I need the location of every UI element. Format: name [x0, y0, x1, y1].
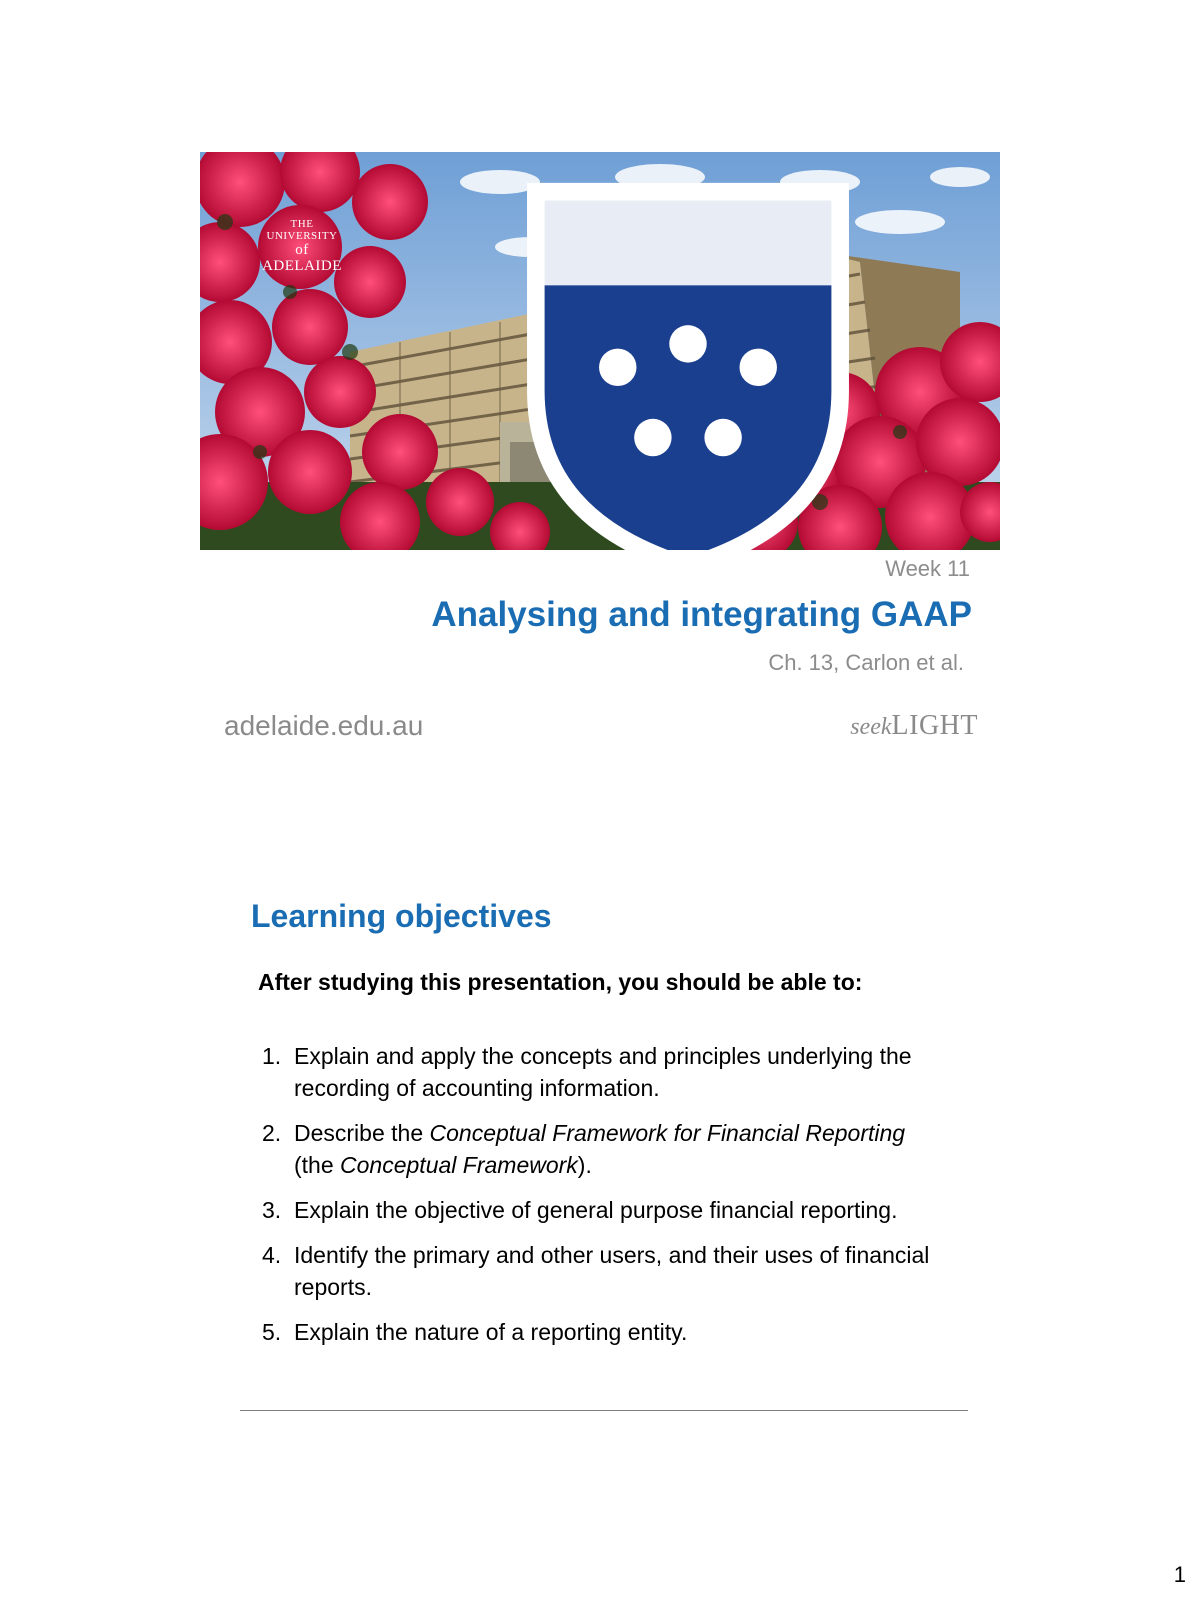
brand-light: LIGHT	[891, 710, 978, 741]
list-item-number: 1.	[262, 1043, 282, 1069]
list-item-text-post: ).	[577, 1152, 592, 1178]
list-item-emphasis: Conceptual Framework	[340, 1152, 578, 1178]
brand-seek: seek	[850, 714, 892, 740]
list-item-text: Identify the primary and other users, and their uses of financial reports.	[294, 1242, 930, 1300]
title-slide	[0, 0, 1200, 760]
university-crest-icon	[288, 180, 316, 214]
list-item-number: 5.	[262, 1319, 282, 1345]
list-item-number: 4.	[262, 1242, 282, 1268]
list-item	[262, 1117, 942, 1181]
learning-objectives-intro: After studying this presentation, you should be able to:	[258, 969, 863, 995]
list-item-text-mid: (the	[294, 1152, 341, 1178]
website-label: adelaide.edu.au	[224, 710, 424, 741]
hero-photo	[200, 152, 1000, 550]
slide-divider	[240, 1410, 968, 1411]
list-item	[262, 1239, 942, 1303]
list-item-text: Explain the objective of general purpose financial reporting.	[294, 1197, 898, 1223]
list-item-number: 2.	[262, 1120, 282, 1146]
list-item-emphasis: Conceptual Framework for Financial Reporting	[429, 1120, 906, 1146]
slide-title: Analysing and integrating GAAP	[431, 595, 972, 634]
list-item	[262, 1316, 942, 1348]
list-item-text-pre: Describe the	[294, 1120, 430, 1146]
list-item-text: Explain and apply the concepts and principles underlying the recording of accounting information.	[294, 1043, 912, 1101]
week-label: Week 11	[885, 556, 970, 581]
list-item	[262, 1040, 942, 1104]
learning-objectives-heading: Learning objectives	[251, 898, 552, 934]
seek-light-brand	[850, 710, 978, 742]
logo-line-2: of ADELAIDE	[262, 242, 342, 274]
page-number: 1	[1173, 1562, 1186, 1587]
list-item-number: 3.	[262, 1197, 282, 1223]
university-logo	[262, 180, 342, 274]
list-item-text: Explain the nature of a reporting entity.	[294, 1319, 688, 1345]
learning-objectives-list	[262, 1040, 942, 1361]
logo-line-1: THE UNIVERSITY	[266, 218, 338, 242]
list-item	[262, 1194, 942, 1226]
slide-subtitle: Ch. 13, Carlon et al.	[768, 650, 964, 675]
